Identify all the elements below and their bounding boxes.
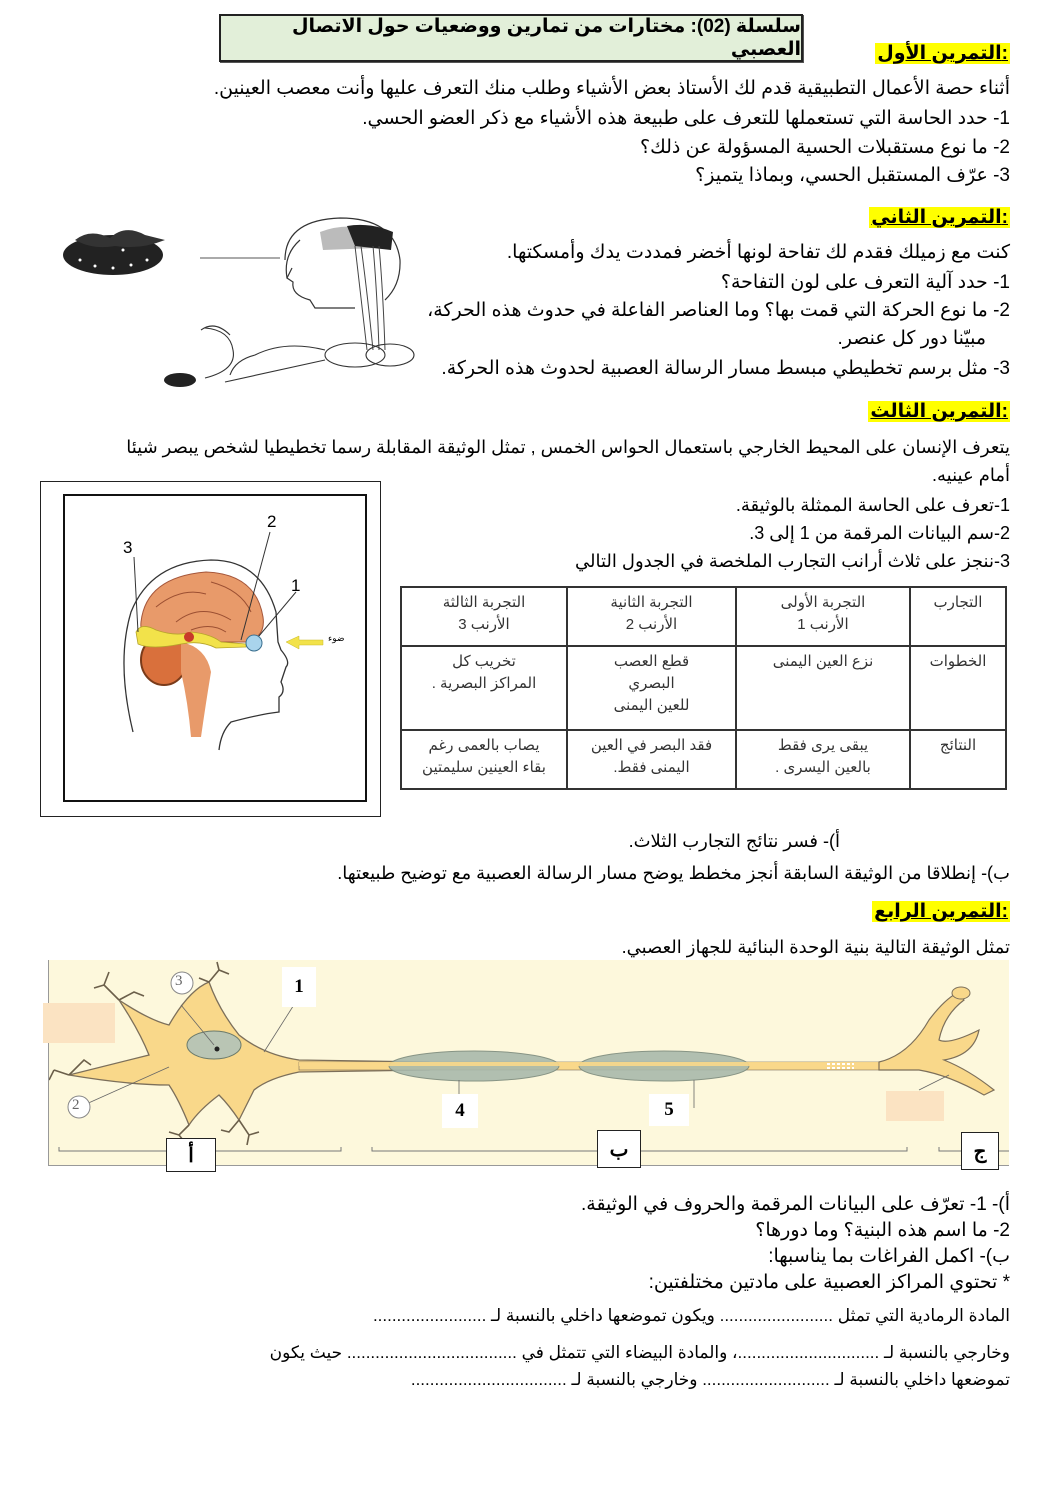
exercise4-question: أ)- 1- تعرّف على البيانات المرقمة والحروف في الوثيقة. xyxy=(580,1194,1010,1215)
label-5: 5 xyxy=(649,1094,689,1126)
label-1: 1 xyxy=(291,576,301,595)
exercise3-question: 1-تعرف على الحاسة الممثلة بالوثيقة. xyxy=(735,495,1010,515)
exercise2-section xyxy=(869,206,1010,230)
cell-body xyxy=(69,982,429,1125)
table-cell: نزع العين اليمنى xyxy=(736,646,910,729)
exercise3-question: 2-سم البيانات المرقمة من 1 إلى 3. xyxy=(749,523,1010,543)
exercise2-question-cont: مبيّنا دور كل عنصر. xyxy=(837,328,986,349)
table-header-cell xyxy=(910,587,1006,646)
exercise3-subquestion: أ)- فسر نتائج التجارب الثلاث. xyxy=(628,831,840,851)
table-cell: يبقى يرى فقط بالعين اليسرى . xyxy=(736,730,910,789)
exercise1-section xyxy=(875,42,1010,66)
exercise2-intro: كنت مع زميلك فقدم لك تفاحة لونها أخضر فمددت يدك وأمسكتها. xyxy=(506,242,1010,263)
exercise3-intro: يتعرف الإنسان على المحيط الخارجي باستعمال الحواس الخمس , تمثل الوثيقة المقابلة رسما تخطيطيا لشخص يبصر شيئا xyxy=(126,437,1010,457)
exercise3-section xyxy=(868,400,1010,424)
fill-blank-line[interactable]: تموضعها داخلي بالنسبة لـ ........................... وخارجي بالنسبة لـ ................................. xyxy=(410,1370,1010,1389)
table-cell: تخريب كل المراكز البصرية . xyxy=(401,646,567,729)
label-1: 1 xyxy=(282,967,316,1007)
thalamus xyxy=(184,632,194,642)
experiments-table xyxy=(400,586,1007,790)
exercise1-question: 2- ما نوع مستقبلات الحسية المسؤولة عن ذلك؟ xyxy=(639,137,1010,158)
label-mask xyxy=(43,1003,115,1043)
exercise2-question: 1- حدد آلية التعرف على لون التفاحة؟ xyxy=(720,272,1010,293)
label-2: 2 xyxy=(267,512,277,531)
apple-icon xyxy=(164,373,196,387)
light-label: ضوء xyxy=(328,633,345,643)
nucleolus xyxy=(215,1047,220,1052)
exercise4-intro: تمثل الوثيقة التالية بنية الوحدة البنائية للجهاز العصبي. xyxy=(621,937,1010,957)
exercise1-heading: التمرين الأول: xyxy=(877,43,1008,64)
table-cell: فقد البصر في العين اليمنى فقط. xyxy=(567,730,736,789)
label-c: ج xyxy=(961,1132,999,1170)
table-header-cell: التجربة الثالثة الأرنب 3 xyxy=(401,587,567,646)
exercise1-intro: أثناء حصة الأعمال التطبيقية قدم لك الأستاذ بعض الأشياء وطلب منك التعرف عليها وأنت معصب العينين. xyxy=(213,78,1010,99)
label-b: ب xyxy=(597,1130,641,1168)
table-cell: يصاب بالعمى رغم بقاء العينين سليمتين xyxy=(401,730,567,789)
vision-diagram xyxy=(41,482,380,816)
label-2: 2 xyxy=(72,1097,80,1113)
exercise1-question: 3- عرّف المستقبل الحسي، وبماذا يتميز؟ xyxy=(695,165,1010,186)
fill-blank-line[interactable]: المادة الرمادية التي تمثل ........................ ويكون تموضعها داخلي بالنسبة لـ ........................ xyxy=(372,1306,1010,1325)
exercise4-section xyxy=(872,900,1010,924)
label-4: 4 xyxy=(442,1094,478,1128)
neuron-figure xyxy=(48,960,1009,1166)
exercise3-subquestion: ب)- إنطلاقا من الوثيقة السابقة أنجز مخطط يوضح مسار الرسالة العصبية مع توضيح طبيعتها. xyxy=(337,863,1010,883)
exercise2-question: 3- مثل برسم تخطيطي مبسط مسار الرسالة العصبية لحدوث هذه الحركة. xyxy=(441,358,1010,379)
exercise4-question: 2- ما اسم هذه البنية؟ وما دورها؟ xyxy=(755,1220,1010,1241)
exercise3-question: 3-ننجز على ثلاث أرانب التجارب الملخصة في الجدول التالي xyxy=(575,551,1010,571)
label-3: 3 xyxy=(175,973,183,989)
eye-icon xyxy=(246,635,262,651)
exercise2-heading: التمرين الثاني: xyxy=(871,207,1008,228)
synaptic-knob xyxy=(952,987,970,999)
exercise4-heading: التمرين الرابع: xyxy=(874,901,1008,922)
exercise4-question: ب)- اكمل الفراغات بما يناسبها: xyxy=(768,1246,1010,1267)
exercise4-question: * تحتوي المراكز العصبية على مادتين مختلفتين: xyxy=(648,1272,1010,1293)
table-cell: الخطوات xyxy=(910,646,1006,729)
neuron-diagram xyxy=(49,960,1009,1165)
brainstem xyxy=(181,642,211,737)
exercise3-heading: التمرين الثالث: xyxy=(870,401,1008,422)
table-row xyxy=(401,587,1006,646)
table-cell: النتائج xyxy=(910,730,1006,789)
axon-terminal xyxy=(879,993,994,1095)
table-row xyxy=(401,646,1006,729)
table-header-cell: التجربة الأولى الأرنب 1 xyxy=(736,587,910,646)
exercise2-question: 2- ما نوع الحركة التي قمت بها؟ وما العناصر الفاعلة في حدوث هذه الحركة، xyxy=(427,300,1010,321)
vision-figure-outer xyxy=(40,481,381,817)
label-3: 3 xyxy=(123,538,133,557)
apple-reach-figure xyxy=(55,210,425,388)
cell-text: التجارب xyxy=(933,594,983,611)
fill-blank-line[interactable]: وخارجي بالنسبة لـ ..............................، والمادة البيضاء التي تتمثل في .................................... حيث يكون xyxy=(269,1343,1010,1362)
exercise3-intro-cont: أمام عينيه. xyxy=(932,465,1010,485)
exercise1-question: 1- حدد الحاسة التي تستعملها للتعرف على طبيعة هذه الأشياء مع ذكر العضو الحسي. xyxy=(362,108,1010,129)
table-header-cell: التجربة الثانية الأرنب 2 xyxy=(567,587,736,646)
table-row xyxy=(401,730,1006,789)
label-a: أ xyxy=(166,1138,216,1172)
table-cell: قطع العصب البصري للعين اليمنى xyxy=(567,646,736,729)
light-arrow-icon xyxy=(286,636,323,649)
label-mask xyxy=(886,1091,944,1121)
apple-icon xyxy=(63,230,165,275)
series-title: سلسلة (02): مختارات من تمارين ووضعيات حول الاتصال العصبي xyxy=(219,14,803,62)
